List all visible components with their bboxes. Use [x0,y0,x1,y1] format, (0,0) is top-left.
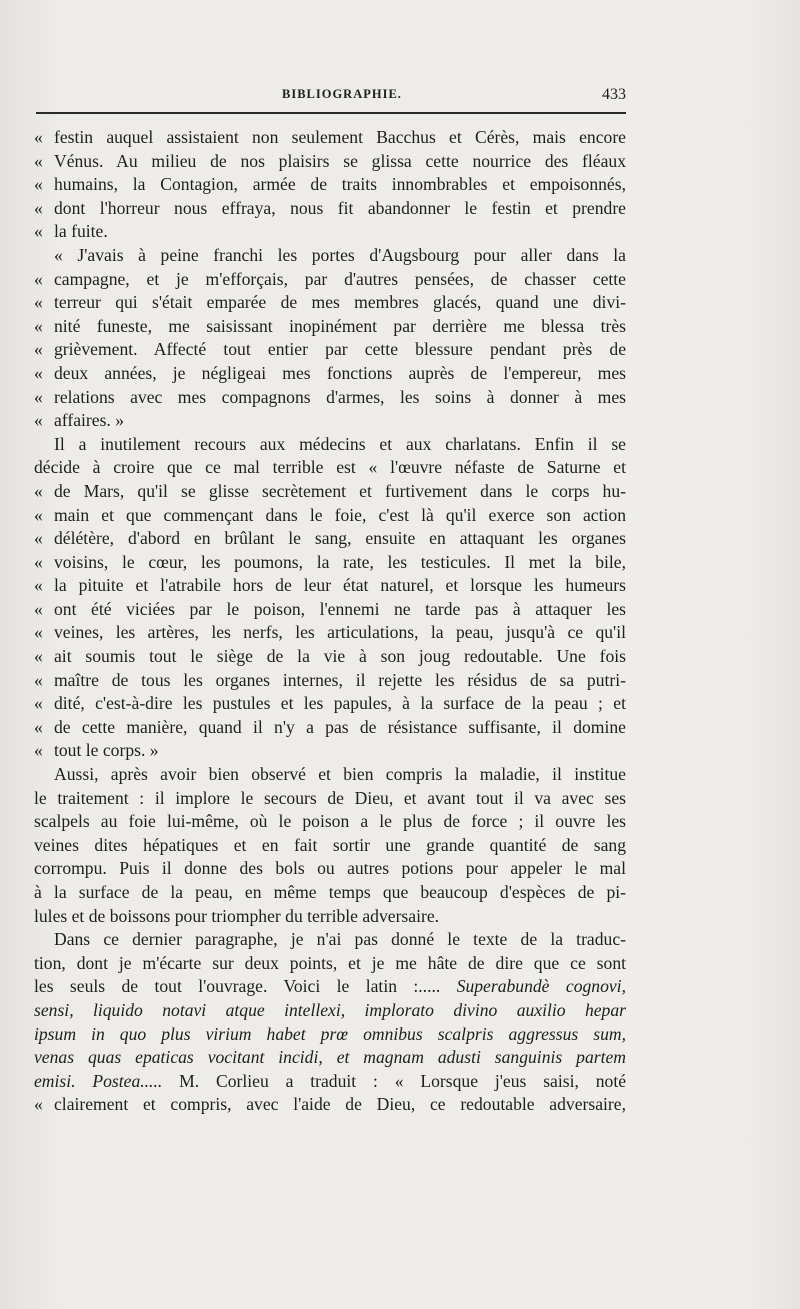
text-line: corrompu. Puis il donne des bols ou autres potions pour appeler le mal [34,858,626,879]
body-text [34,126,626,1117]
quote-mark: « [34,575,43,596]
quote-mark: « [34,386,43,407]
text-line: « ait soumis tout le siège de la vie à son joug redoutable. Une fois [34,645,626,669]
quote-mark: « [34,315,43,336]
text-line: « voisins, le cœur, les poumons, la rate, les testicules. Il met la bile, [34,551,626,575]
text-line: « main et que commençant dans le foie, c'est là qu'il exerce son action [34,504,626,528]
text-line: Dans ce dernier paragraphe, je n'ai pas donné le texte de la traduc- [54,929,626,950]
running-title: BIBLIOGRAPHIE. [282,87,402,101]
quote-mark: « [34,1094,43,1115]
text-line: « veines, les artères, les nerfs, les articulations, la peau, jusqu'à ce qu'il [34,621,626,645]
text-line: veines dites hépatiques et en fait sortir une grande quantité de sang [34,834,626,855]
text-line: « grièvement. Affecté tout entier par cette blessure pendant près de [34,338,626,362]
text-line: « la fuite. [34,220,626,244]
quote-mark: « [34,174,43,195]
text-line: scalpels au foie lui-même, où le poison a le plus de force ; il ouvre les [34,811,626,832]
page-number: 433 [602,86,626,103]
text-line: « maître de tous les organes internes, il rejette les résidus de sa putri- [34,669,626,693]
page-header [34,86,626,106]
text-line: « affaires. » [34,409,626,433]
text-line: « ont été viciées par le poison, l'ennemi ne tarde pas à attaquer les [34,598,626,622]
quote-mark: « [34,740,43,761]
text-line: « la pituite et l'atrabile hors de leur état naturel, et lorsque les humeurs [34,574,626,598]
quote-mark: « [34,504,43,525]
text-line: « Vénus. Au milieu de nos plaisirs se glissa cette nourrice des fléaux [34,150,626,174]
header-rule [36,112,626,114]
text-line: les seuls de tout l'ouvrage. Voici le latin :..... Superabundè cognovi, [34,976,626,997]
quote-mark: « [34,127,43,147]
quote-mark: « [34,410,43,431]
text-line: sensi, liquido notavi atque intellexi, implorato divino auxilio hepar [34,999,626,1020]
text-line: « nité funeste, me saisissant inopinément par derrière me blessa très [34,315,626,339]
quote-mark: « [34,292,43,313]
text-line: tion, dont je m'écarte sur deux points, et je me hâte de dire que ce sont [34,952,626,973]
text-line: « de Mars, qu'il se glisse secrètement et furtivement dans le corps hu- [34,480,626,504]
quote-mark: « [34,622,43,643]
text-line: « festin auquel assistaient non seulement Bacchus et Cérès, mais encore [34,126,626,150]
quote-mark: « [34,150,43,171]
quote-mark: « [34,197,43,218]
quote-mark: « [34,480,43,501]
quote-mark: « [34,339,43,360]
text-line: « délétère, d'abord en brûlant le sang, ensuite en attaquant les organes [34,527,626,551]
quote-mark: « [34,221,43,242]
text-line: « humains, la Contagion, armée de traits innombrables et empoisonnés, [34,173,626,197]
text-line: « clairement et compris, avec l'aide de Dieu, ce redoutable adversaire, [34,1093,626,1117]
quote-mark: « [34,598,43,619]
text-line: Aussi, après avoir bien observé et bien compris la maladie, il institue [54,764,626,785]
text-line: « dont l'horreur nous effraya, nous fit abandonner le festin et prendre [34,197,626,221]
text-line: « deux années, je négligeai mes fonctions auprès de l'empereur, mes [34,362,626,386]
text-line: « terreur qui s'était emparée de mes membres glacés, quand une divi- [34,291,626,315]
text-line: « dité, c'est-à-dire les pustules et les papules, à la surface de la peau ; et [34,692,626,716]
quote-mark: « [34,551,43,572]
text-line: venas quas epaticas vocitant incidi, et magnam adusti sanguinis partem [34,1047,626,1068]
quote-mark: « [34,268,43,289]
text-line: « relations avec mes compagnons d'armes, les soins à donner à mes [34,386,626,410]
text-line: le traitement : il implore le secours de Dieu, et avant tout il va avec ses [34,787,626,808]
text-line: « tout le corps. » [34,739,626,763]
quote-mark: « [34,669,43,690]
text-line: ipsum in quo plus virium habet prœ omnibus scalpris aggressus sum, [34,1023,626,1044]
text-line: décide à croire que ce mal terrible est « l'œuvre néfaste de Saturne et [34,457,626,478]
text-line: « campagne, et je m'efforçais, par d'autres pensées, de chasser cette [34,268,626,292]
quote-mark: « [34,693,43,714]
quote-mark: « [34,716,43,737]
text-line: lules et de boissons pour triompher du terrible adversaire. [34,905,440,926]
quote-mark: « [34,362,43,383]
text-line: à la surface de la peau, en même temps que beaucoup d'espèces de pi- [34,882,626,902]
text-line: « J'avais à peine franchi les portes d'Augsbourg pour aller dans la [54,244,626,265]
text-line: emisi. Postea..... M. Corlieu a traduit : « Lorsque j'eus saisi, noté [34,1070,626,1091]
quote-mark: « [34,528,43,549]
text-line: « de cette manière, quand il n'y a pas de résistance suffisante, il domine [34,716,626,740]
quote-mark: « [34,646,43,667]
text-line: Il a inutilement recours aux médecins et aux charlatans. Enfin il se [54,433,626,454]
